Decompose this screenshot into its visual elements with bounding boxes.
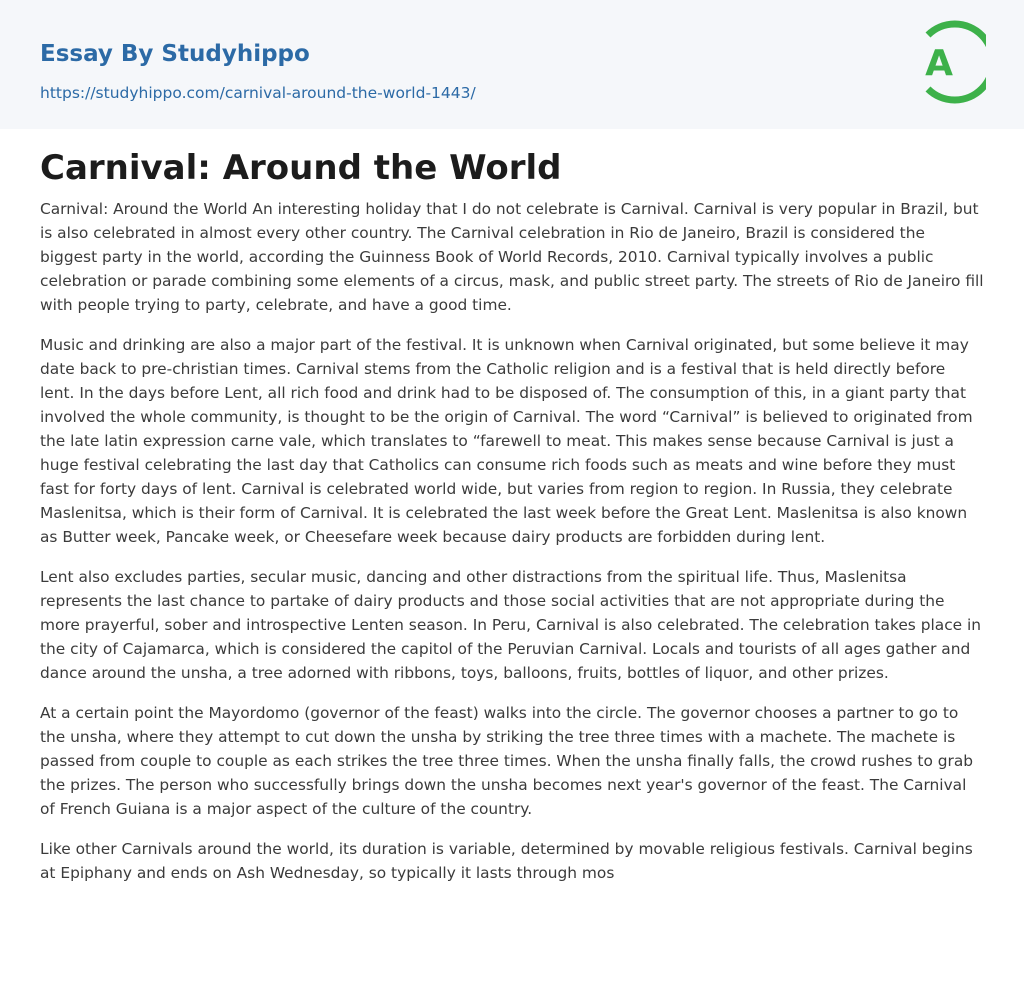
essay-paragraph: Music and drinking are also a major part of the festival. It is unknown when Carnival originated, but some believe it may date back to pre-christian times. Carnival stems from the Catholic religion and is a festival that is held directly before lent. In the days before Lent, all rich food and drink had to be disposed of. The consumption of this, in a giant party that involved the whole community, is thought to be the origin of Carnival. The word “Carnival” is believed to originated from the late latin expression carne vale, which translates to “farewell to meat. This makes sense because Carnival is just a huge festival celebrating the last day that Catholics can consume rich foods such as meats and wine before they must fast for forty days of lent. Carnival is celebrated world wide, but varies from region to region. In Russia, they celebrate Maslenitsa, which is their form of Carnival. It is celebrated the last week before the Great Lent. Maslenitsa is also known as Butter week, Pancake week, or Cheesefare week because dairy products are forbidden during lent. [40, 336, 973, 546]
essay-url-link[interactable]: https://studyhippo.com/carnival-around-the-world-1443/ [40, 84, 476, 102]
essay-title: Carnival: Around the World [40, 148, 562, 188]
page-header [0, 0, 1024, 129]
essay-paragraph: Carnival: Around the World An interesting holiday that I do not celebrate is Carnival. Carnival is very popular in Brazil, but is also celebrated in almost every other country. The Carnival celebration in Rio de Janeiro, Brazil is considered the biggest party in the world, according the Guinness Book of World Records, 2010. Carnival typically involves a public celebration or parade combining some elements of a circus, mask, and public street party. The streets of Rio de Janeiro fill with people trying to party, celebrate, and have a good time. [40, 200, 984, 314]
site-brand[interactable]: Essay By Studyhippo [40, 41, 310, 67]
studyhippo-logo-icon[interactable] [912, 19, 986, 105]
essay-paragraph: Like other Carnivals around the world, its duration is variable, determined by movable religious festivals. Carnival begins at Epiphany and ends on Ash Wednesday, so typically it lasts through mos [40, 840, 973, 882]
essay-content [40, 147, 984, 901]
essay-paragraph: Lent also excludes parties, secular music, dancing and other distractions from the spiritual life. Thus, Maslenitsa represents the last chance to partake of dairy products and those social activities that are not appropriate during the more prayerful, sober and introspective Lenten season. In Peru, Carnival is also celebrated. The celebration takes place in the city of Cajamarca, which is considered the capitol of the Peruvian Carnival. Locals and tourists of all ages gather and dance around the unsha, a tree adorned with ribbons, toys, balloons, fruits, bottles of liquor, and other prizes. [40, 568, 982, 682]
logo-letter: A [925, 43, 953, 84]
essay-paragraph: At a certain point the Mayordomo (governor of the feast) walks into the circle. The governor chooses a partner to go to the unsha, where they attempt to cut down the unsha by striking the tree three times with a machete. The machete is passed from couple to couple as each strikes the tree three times. When the unsha finally falls, the crowd rushes to grab the prizes. The person who successfully brings down the unsha becomes next year's governor of the feast. The Carnival of French Guiana is a major aspect of the culture of the country. [40, 704, 974, 818]
